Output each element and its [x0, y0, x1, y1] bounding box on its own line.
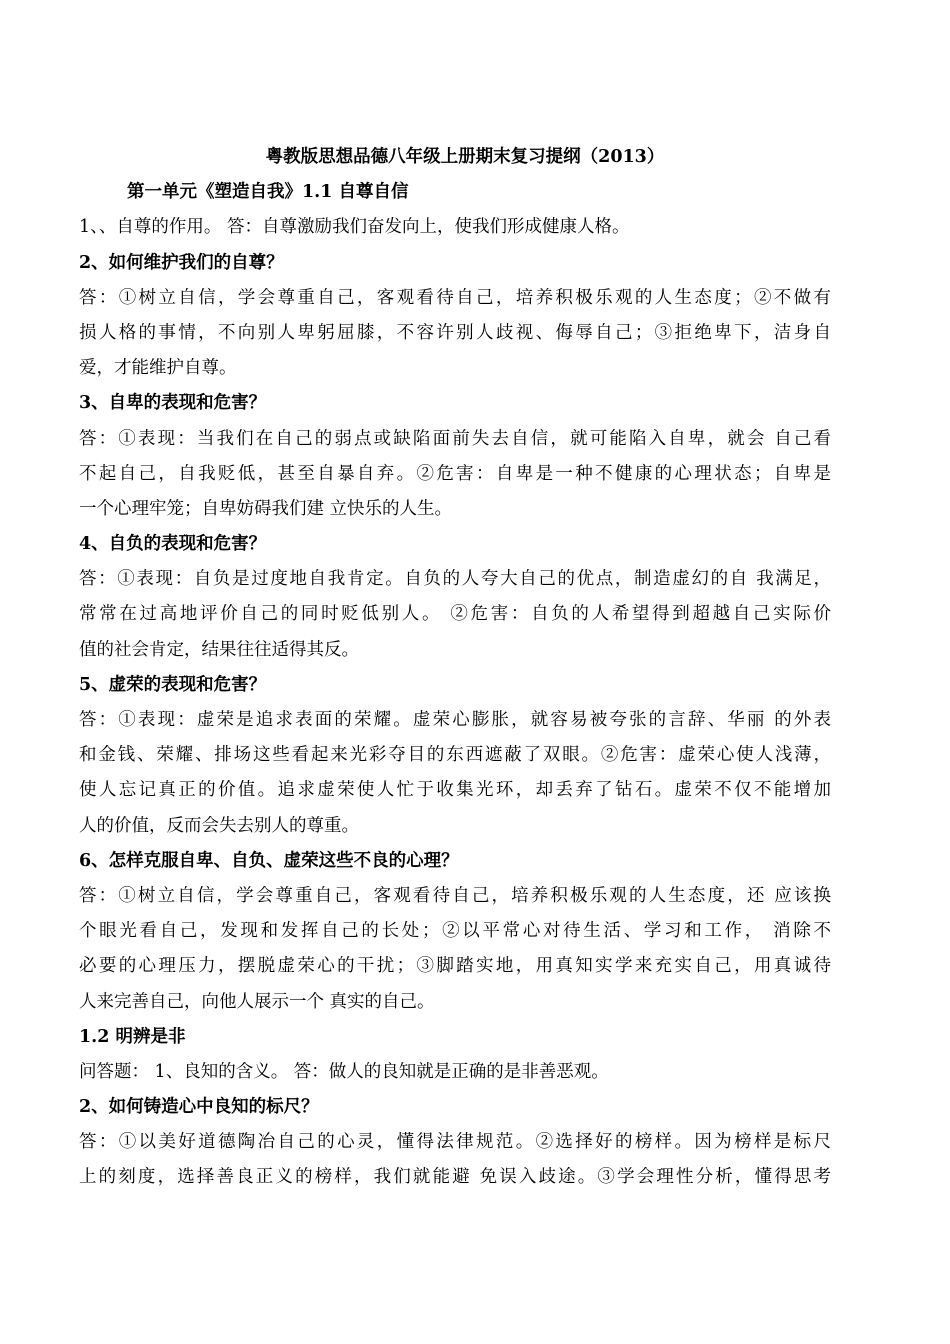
answer-5-line-4: 人的价值，反而会失去别人的尊重。 [79, 815, 359, 836]
qa-2-heading: 2、如何铸造心中良知的标尺？ [79, 1097, 319, 1118]
answer-4-line-1: 答：①表现：自负是过度地自我肯定。自负的人夸大自己的优点，制造虚幻的自 我满足， [79, 569, 831, 590]
answer-5-line-2: 和金钱、荣耀、排场这些看起来光彩夺目的东西遮蔽了双眼。②危害：虚荣心使人浅薄， [79, 745, 831, 766]
answer-3-line-1: 答：①表现：当我们在自己的弱点或缺陷面前失去自信，就可能陷入自卑，就会 自己看 [79, 428, 831, 449]
answer-6-line-1: 答：①树立自信，学会尊重自己，客观看待自己，培养积极乐观的人生态度，还 应该换 [79, 885, 831, 906]
answer-6-line-4: 人来完善自己，向他人展示一个 真实的自己。 [79, 991, 435, 1012]
section-1-2-heading: 1.2 明辨是非 [79, 1026, 186, 1047]
answer-2-line-2: 损人格的事情，不向别人卑躬屈膝，不容许别人歧视、侮辱自己；③拒绝卑下，洁身自 [79, 322, 831, 343]
answer-6-line-3: 必要的心理压力，摆脱虚荣心的干扰；③脚踏实地，用真知实学来充实自己，用真诚待 [79, 956, 831, 977]
unit-heading: 第一单元《塑造自我》1.1 自尊自信 [127, 182, 409, 203]
answer-5-line-1: 答：①表现：虚荣是追求表面的荣耀。虚荣心膨胀，就容易被夸张的言辞、华丽 的外表 [79, 710, 831, 730]
answer-4-line-3: 值的社会肯定，结果往往适得其反。 [79, 639, 359, 660]
question-3-heading: 3、自卑的表现和危害？ [79, 393, 267, 414]
answer-2-line-1: 答：①树立自信，学会尊重自己，客观看待自己，培养积极乐观的人生态度；②不做有 [79, 287, 831, 308]
question-2-heading: 2、如何维护我们的自尊？ [79, 252, 284, 273]
answer-5-line-3: 使人忘记真正的价值。追求虚荣使人忙于收集光环，却丢弃了钻石。虚荣不仅不能增加 [79, 780, 831, 801]
document-body [79, 140, 831, 1196]
answer-3-line-2: 不起自己，自我贬低，甚至自暴自弃。②危害：自卑是一种不健康的心理状态；自卑是 [79, 463, 831, 484]
question-4-heading: 4、自负的表现和危害？ [79, 534, 267, 555]
answer-4-line-2: 常常在过高地评价自己的同时贬低别人。 ②危害：自负的人希望得到超越自己实际价 [79, 604, 831, 625]
answer-6-line-2: 个眼光看自己，发现和发挥自己的长处；②以平常心对待生活、学习和工作， 消除不 [79, 921, 831, 942]
answer-3-line-3: 一个心理牢笼；自卑妨碍我们建 立快乐的人生。 [79, 498, 453, 519]
qa-2-answer-line-2: 上的刻度，选择善良正义的榜样，我们就能避 免误入歧途。③学会理性分析，懂得思考 [79, 1167, 831, 1188]
question-5-heading: 5、虚荣的表现和危害？ [79, 674, 267, 695]
qa-2-answer-line-1: 答：①以美好道德陶冶自己的心灵，懂得法律规范。②选择好的榜样。因为榜样是标尺 [79, 1132, 831, 1153]
qa-1-line: 问答题： 1、良知的含义。 答：做人的良知就是正确的是非善恶观。 [79, 1061, 609, 1082]
question-6-heading: 6、怎样克服自卑、自负、虚荣这些不良的心理？ [79, 850, 459, 871]
question-1-line: 1、、自尊的作用。 答：自尊激励我们奋发向上，使我们形成健康人格。 [79, 217, 630, 238]
document-title: 粤教版思想品德八年级上册期末复习提纲（2013） [265, 147, 665, 167]
answer-2-line-3: 爱，才能维护自尊。 [79, 358, 237, 379]
